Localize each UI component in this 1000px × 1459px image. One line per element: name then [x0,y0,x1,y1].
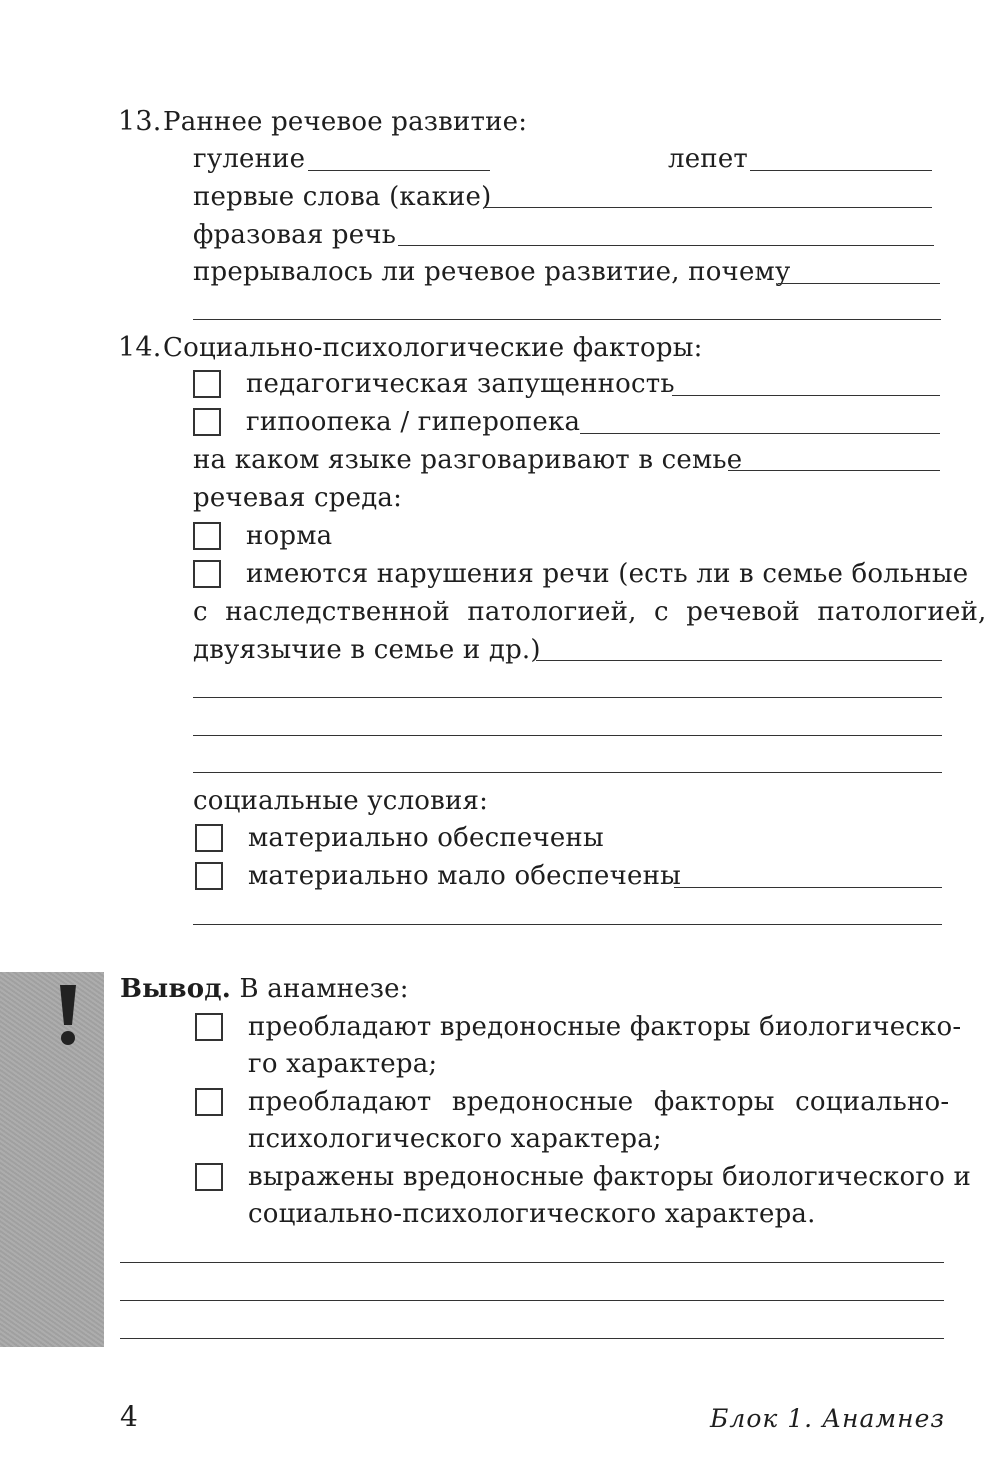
q14-disorders-line3: двуязычие в семье и др.) [193,635,541,665]
q14-title: Социально-психологические факторы: [163,333,703,363]
conclusion-heading [120,973,409,1005]
q14-custody-checkbox[interactable] [193,408,221,436]
q14-number: 14. [118,332,162,363]
q13-phrase-speech-label: фразовая речь [193,220,397,250]
q14-poorly-off-checkbox[interactable] [195,862,223,890]
q14-extra-line-3[interactable] [193,772,942,773]
running-footer-title: Блок 1. Анамнез [710,1404,945,1433]
q13-first-words-label: первые слова (какие) [193,182,492,212]
q14-neglect-line[interactable] [672,395,940,396]
q14-disorders-line2: с наследственной патологией, с речевой патологией, [193,597,987,627]
q13-interrupted-label: прерывалось ли речевое развитие, почему [193,257,791,287]
conclusion-label: Вывод. [120,974,232,1004]
conclusion-opt2-line1: преобладают вредоносные факторы социально- [248,1087,950,1117]
q14-speech-env-label: речевая среда: [193,483,403,513]
q13-extra-line[interactable] [193,319,941,320]
q13-babble-label: лепет [668,144,749,174]
conclusion-line-2[interactable] [120,1300,944,1301]
page-number: 4 [120,1400,138,1433]
conclusion-line-3[interactable] [120,1338,944,1339]
q14-extra-line-1[interactable] [193,697,942,698]
q14-well-off-label: материально обеспечены [248,823,604,853]
q13-cooing-line[interactable] [308,170,490,171]
conclusion-opt1-line1: преобладают вредоносные факторы биологическо- [248,1012,962,1042]
q13-number: 13. [118,106,162,137]
conclusion-opt1-checkbox[interactable] [195,1013,223,1041]
q14-disorders-line[interactable] [536,660,942,661]
q14-extra-line-4[interactable] [193,924,942,925]
conclusion-opt3-checkbox[interactable] [195,1163,223,1191]
conclusion-line-1[interactable] [120,1262,944,1263]
conclusion-opt2-line2: психологического характера; [248,1124,662,1154]
q14-neglect-checkbox[interactable] [193,370,221,398]
q14-poorly-off-label: материально мало обеспечены [248,861,682,891]
q14-custody-label: гипоопека / гиперопека [246,407,581,437]
q13-babble-line[interactable] [750,170,932,171]
q13-first-words-line[interactable] [484,207,932,208]
q14-disorders-line1: имеются нарушения речи (есть ли в семье больные [246,559,969,589]
q14-poorly-off-line[interactable] [674,887,942,888]
q14-social-conditions-label: социальные условия: [193,786,489,816]
q13-cooing-label: гуление [193,144,306,174]
conclusion-opt3-line1: выражены вредоносные факторы биологического и [248,1162,972,1192]
q14-well-off-checkbox[interactable] [195,824,223,852]
q13-title: Раннее речевое развитие: [163,107,528,137]
q14-norm-label: норма [246,521,333,551]
q14-norm-checkbox[interactable] [193,522,221,550]
q14-language-line[interactable] [728,470,940,471]
conclusion-opt2-checkbox[interactable] [195,1088,223,1116]
q14-language-label: на каком языке разговаривают в семье [193,445,743,475]
q14-neglect-label: педагогическая запущенность [246,369,675,399]
q14-extra-line-2[interactable] [193,735,942,736]
conclusion-opt3-line2: социально-психологического характера. [248,1199,816,1229]
sidebar-band [0,972,104,1347]
q14-disorders-checkbox[interactable] [193,560,221,588]
conclusion-opt1-line2: го характера; [248,1049,438,1079]
q14-custody-line[interactable] [580,433,940,434]
q13-interrupted-line[interactable] [778,283,940,284]
q13-phrase-speech-line[interactable] [398,245,934,246]
conclusion-intro: В анамнезе: [239,974,409,1004]
